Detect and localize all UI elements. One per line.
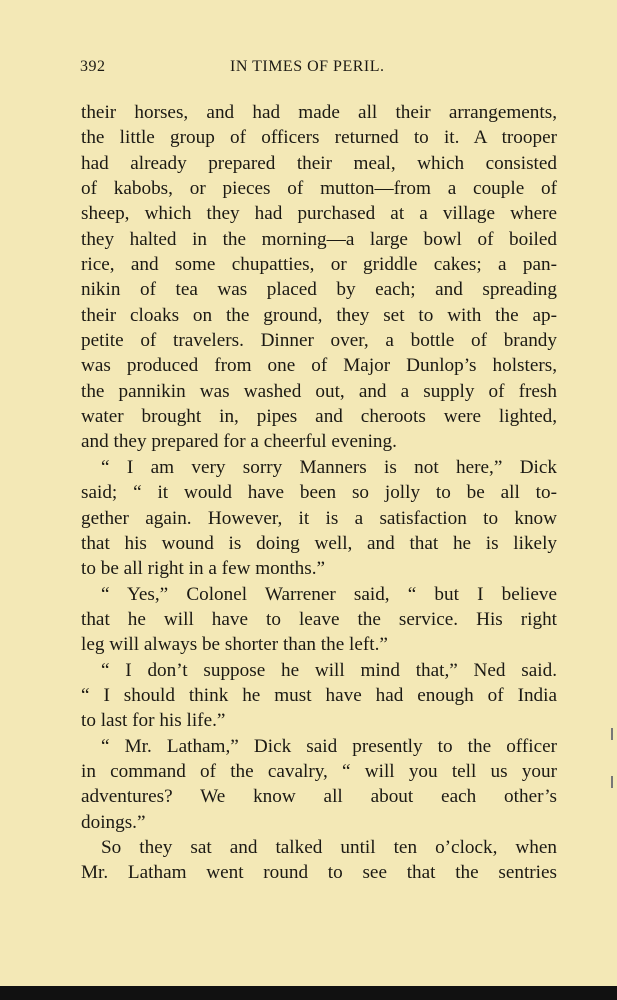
- page-number: 392: [80, 58, 106, 75]
- text-line: that his wound is doing well, and that he is likely: [81, 532, 557, 554]
- text-line: nikin of tea was placed by each; and spreading: [81, 279, 557, 301]
- text-line: “ I am very sorry Manners is not here,” Dick: [101, 456, 557, 478]
- text-line: the pannikin was washed out, and a supply of fresh: [81, 380, 557, 402]
- text-line: rice, and some chupatties, or griddle cakes; a pan-: [81, 254, 557, 276]
- text-line: their horses, and had made all their arrangements,: [81, 102, 557, 123]
- text-line: water brought in, pipes and cheroots were lighted,: [81, 406, 557, 428]
- text-line: petite of travelers. Dinner over, a bottle of brandy: [81, 330, 557, 352]
- text-line: to be all right in a few months.”: [81, 558, 326, 580]
- running-head: [80, 58, 559, 82]
- page-bottom-edge: [0, 986, 617, 1000]
- text-line: they halted in the morning—a large bowl of boiled: [81, 228, 557, 250]
- text-line: and they prepared for a cheerful evening.: [81, 431, 397, 453]
- text-line: sheep, which they had purchased at a village where: [81, 203, 557, 225]
- page-edge-mark: [611, 728, 613, 740]
- text-line: Mr. Latham went round to see that the sentries: [81, 862, 557, 884]
- text-line: had already prepared their meal, which consisted: [81, 152, 557, 174]
- text-line: “ Mr. Latham,” Dick said presently to the officer: [101, 735, 557, 757]
- text-line: in command of the cavalry, “ will you tell us your: [81, 760, 557, 782]
- running-title: IN TIMES OF PERIL.: [230, 58, 385, 75]
- text-line: their cloaks on the ground, they set to with the ap-: [81, 304, 557, 326]
- text-line: of kabobs, or pieces of mutton—from a couple of: [81, 178, 557, 200]
- text-line: adventures? We know all about each other’s: [81, 786, 557, 808]
- page-edge-mark: [611, 776, 613, 788]
- text-line: the little group of officers returned to it. A trooper: [81, 127, 557, 149]
- text-line: doings.”: [81, 811, 146, 833]
- body-text: [81, 100, 557, 886]
- text-line: leg will always be shorter than the left.”: [81, 634, 388, 656]
- text-line: “ I don’t suppose he will mind that,” Ned said.: [101, 659, 557, 681]
- text-line: that he will have to leave the service. His right: [81, 608, 557, 630]
- text-line: So they sat and talked until ten o’clock, when: [101, 836, 557, 858]
- text-line: “ Yes,” Colonel Warrener said, “ but I believe: [101, 583, 557, 605]
- text-line: “ I should think he must have had enough of India: [81, 684, 557, 706]
- text-line: said; “ it would have been so jolly to be all to-: [81, 482, 557, 504]
- text-line: to last for his life.”: [81, 710, 226, 732]
- text-line: was produced from one of Major Dunlop’s holsters,: [81, 355, 557, 377]
- text-line: gether again. However, it is a satisfaction to know: [81, 507, 557, 529]
